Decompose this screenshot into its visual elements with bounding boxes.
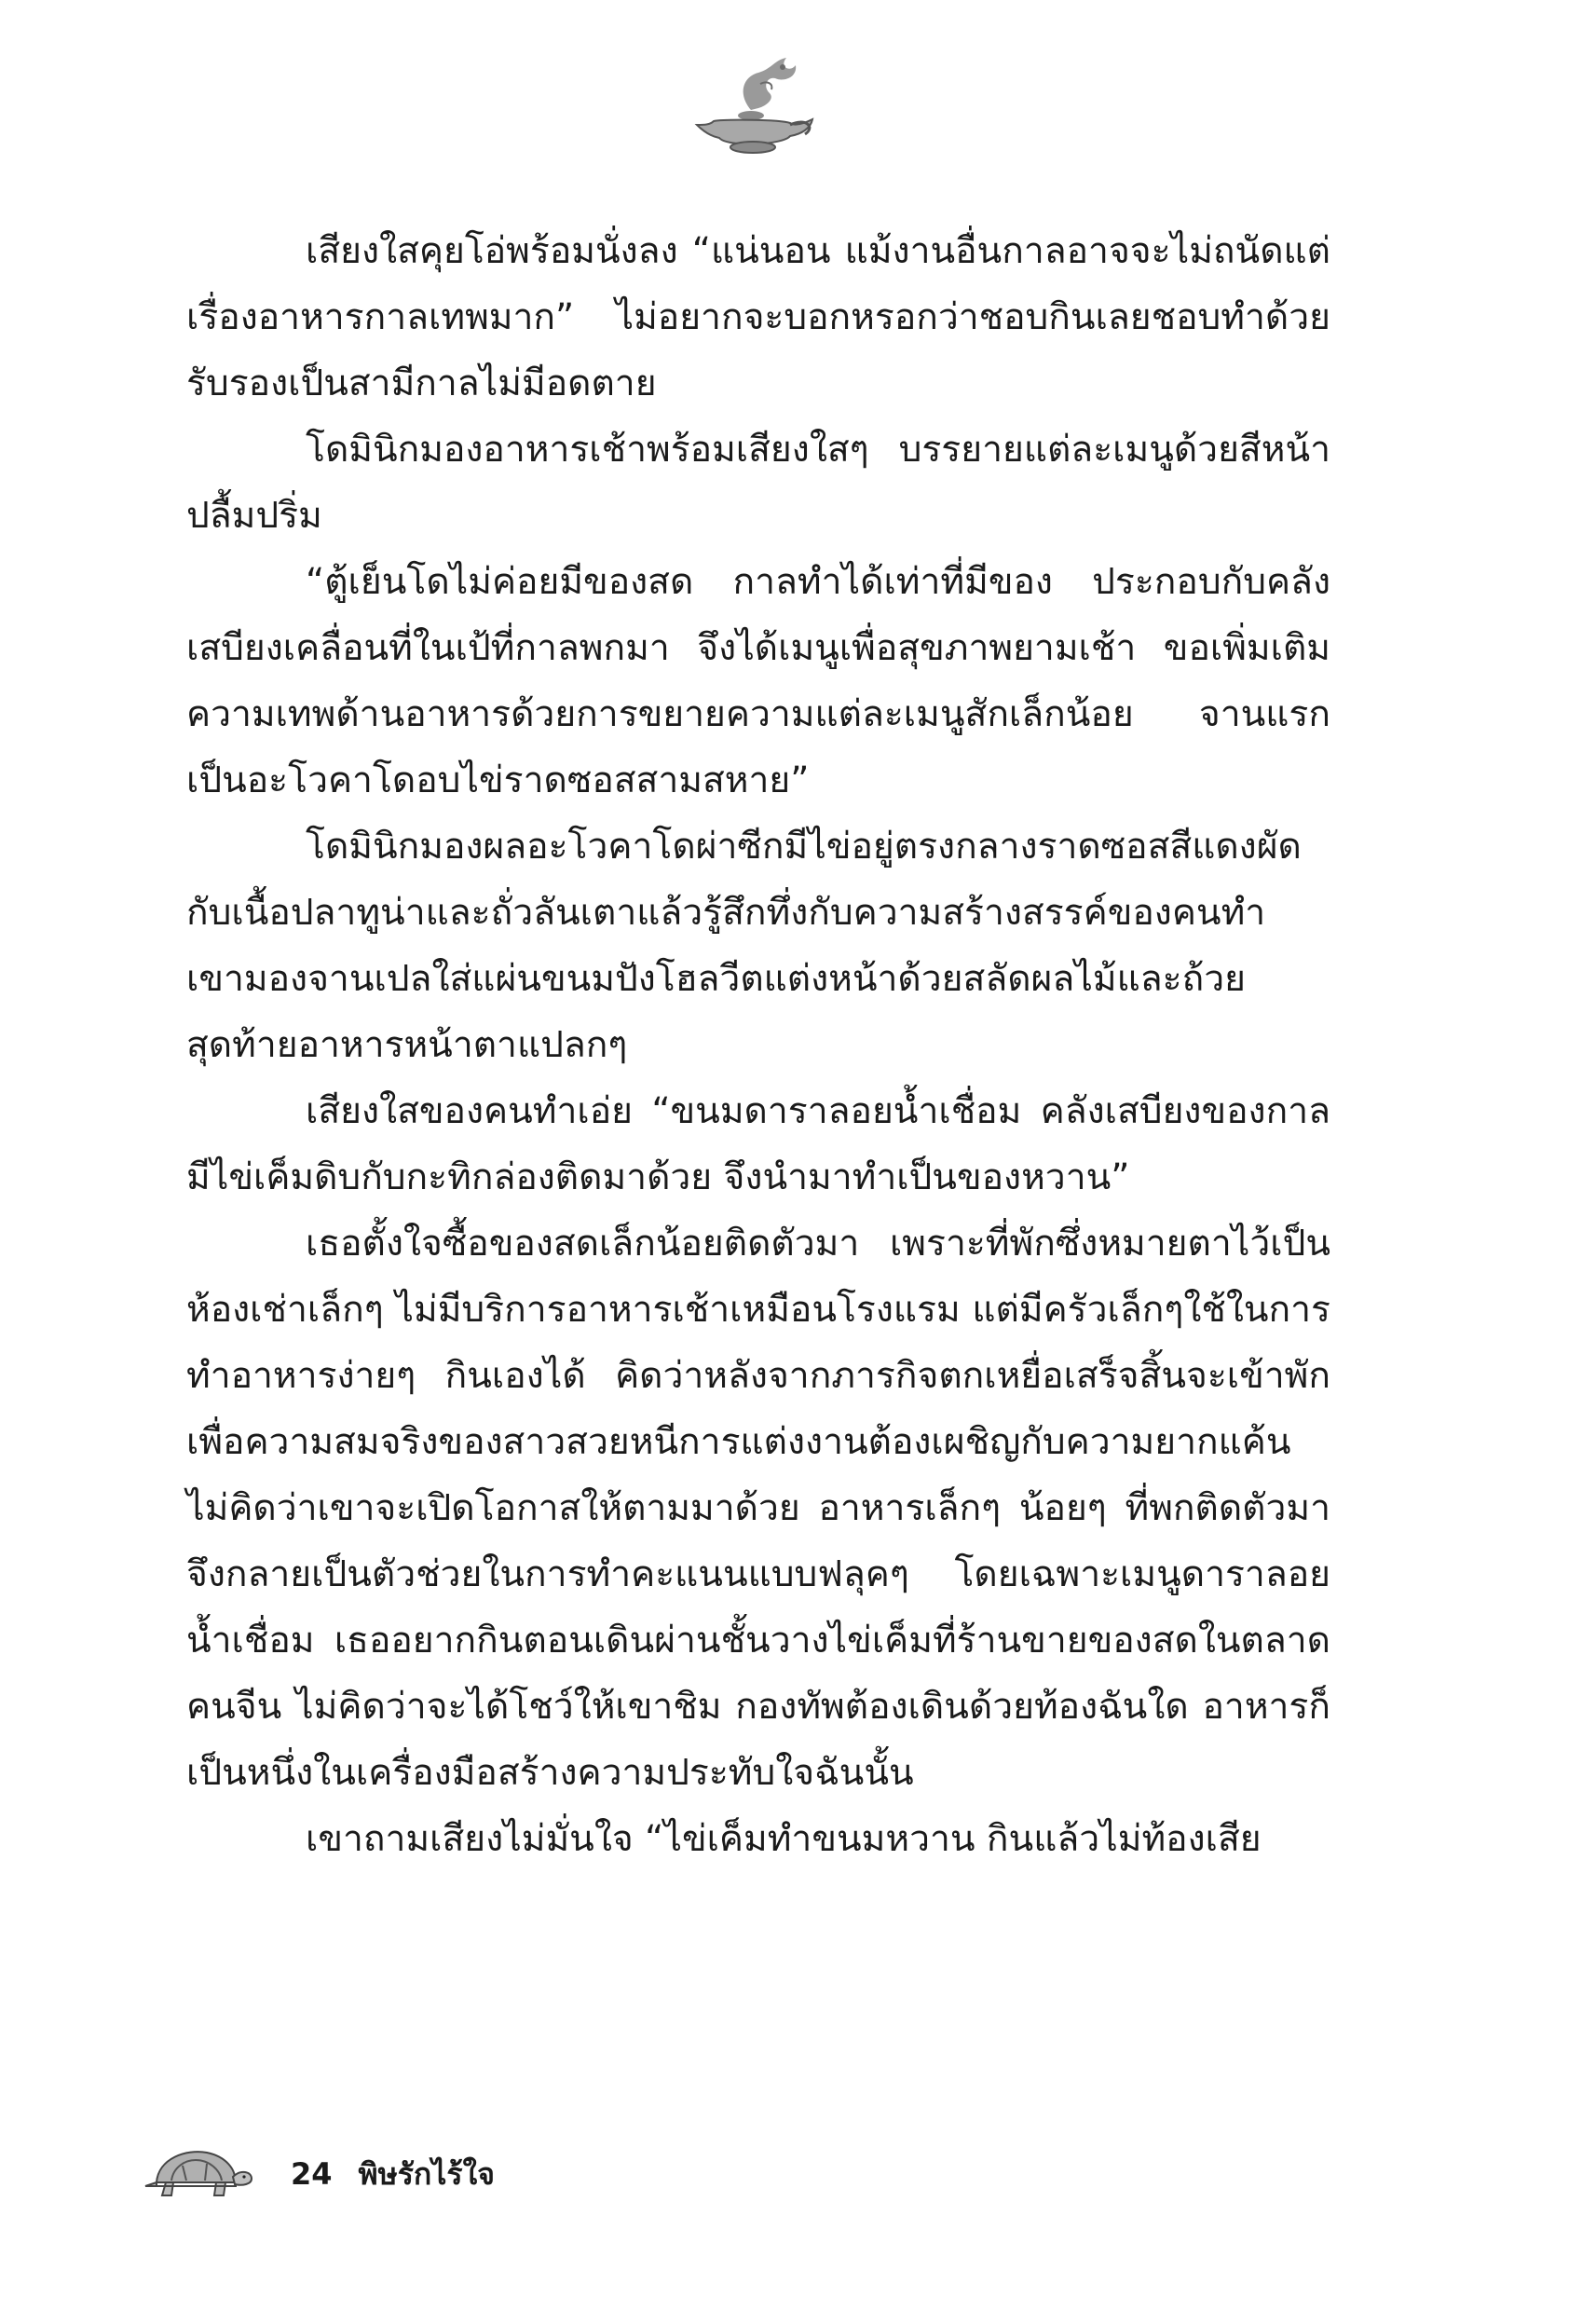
- book-title: พิษรักไร้ใจ: [358, 2155, 495, 2192]
- story-text: [186, 218, 1330, 1872]
- paragraph: เธอตั้งใจซื้อของสดเล็กน้อยติดตัวมา เพราะที่พักซึ่งหมายตาไว้เป็นห้องเช่าเล็กๆ ไม่มีบริการอาหารเช้าเหมือนโรงแรม แต่มีครัวเล็กๆใช้ในการทำอาหารง่ายๆ กินเองได้ คิดว่าหลังจากภารกิจตกเหยื่อเสร็จสิ้นจะเข้าพักเพื่อความสมจริงของสาวสวยหนีการแต่งงานต้องเผชิญกับความยากแค้น ไม่คิดว่าเขาจะเปิดโอกาสให้ตามมาด้วย อาหารเล็กๆ น้อยๆ ที่พกติดตัวมาจึงกลายเป็นตัวช่วยในการทำคะแนนแบบฟลุคๆ โดยเฉพาะเมนูดาราลอยน้ำเชื่อม เธออยากกินตอนเดินผ่านชั้นวางไข่เค็มที่ร้านขายของสดในตลาดคนจีน ไม่คิดว่าจะได้โชว์ให้เขาชิม กองทัพต้องเดินด้วยท้องฉันใด อาหารก็เป็นหนึ่งในเครื่องมือสร้างความประทับใจฉันนั้น: [186, 1223, 1330, 1794]
- paragraph: เสียงใสคุยโอ่พร้อมนั่งลง “แน่นอน แม้งานอื่นกาลอาจจะไม่ถนัดแต่เรื่องอาหารกาลเทพมาก” ไม่อยากจะบอกหรอกว่าชอบกินเลยชอบทำด้วย รับรองเป็นสามีกาลไม่มีอดตาย: [186, 230, 1330, 404]
- page-footer: [140, 2141, 495, 2207]
- paragraph: โดมินิกมองผลอะโวคาโดผ่าซีกมีไข่อยู่ตรงกลางราดซอสสีแดงผัดกับเนื้อปลาทูน่าและถั่วลันเตาแล้วรู้สึกทึ่งกับความสร้างสรรค์ของคนทำ เขามองจานเปลใส่แผ่นขนมปังโฮลวีตแต่งหน้าด้วยสลัดผลไม้และถ้วยสุดท้ายอาหารหน้าตาแปลกๆ: [186, 826, 1302, 1066]
- page-number: 24: [291, 2156, 333, 2192]
- genie-lamp-icon: [686, 56, 825, 158]
- paragraph: เขาถามเสียงไม่มั่นใจ “ไข่เค็มทำขนมหวาน กินแล้วไม่ท้องเสีย: [306, 1818, 1262, 1860]
- turtle-icon: [140, 2145, 253, 2203]
- paragraph: โดมินิกมองอาหารเช้าพร้อมเสียงใสๆ บรรยายแต่ละเมนูด้วยสีหน้าปลื้มปริ่ม: [186, 429, 1330, 537]
- paragraph: “ตู้เย็นโดไม่ค่อยมีของสด กาลทำได้เท่าที่มีของ ประกอบกับคลังเสบียงเคลื่อนที่ในเป้ที่กาลพกมา จึงได้เมนูเพื่อสุขภาพยามเช้า ขอเพิ่มเติมความเทพด้านอาหารด้วยการขยายความแต่ละเมนูสักเล็กน้อย จานแรกเป็นอะโวคาโดอบไข่ราดซอสสามสหาย”: [186, 561, 1330, 801]
- paragraph: เสียงใสของคนทำเอ่ย “ขนมดาราลอยน้ำเชื่อม คลังเสบียงของกาลมีไข่เค็มดิบกับกะทิกล่องติดมาด้วย จึงนำมาทำเป็นของหวาน”: [186, 1090, 1330, 1198]
